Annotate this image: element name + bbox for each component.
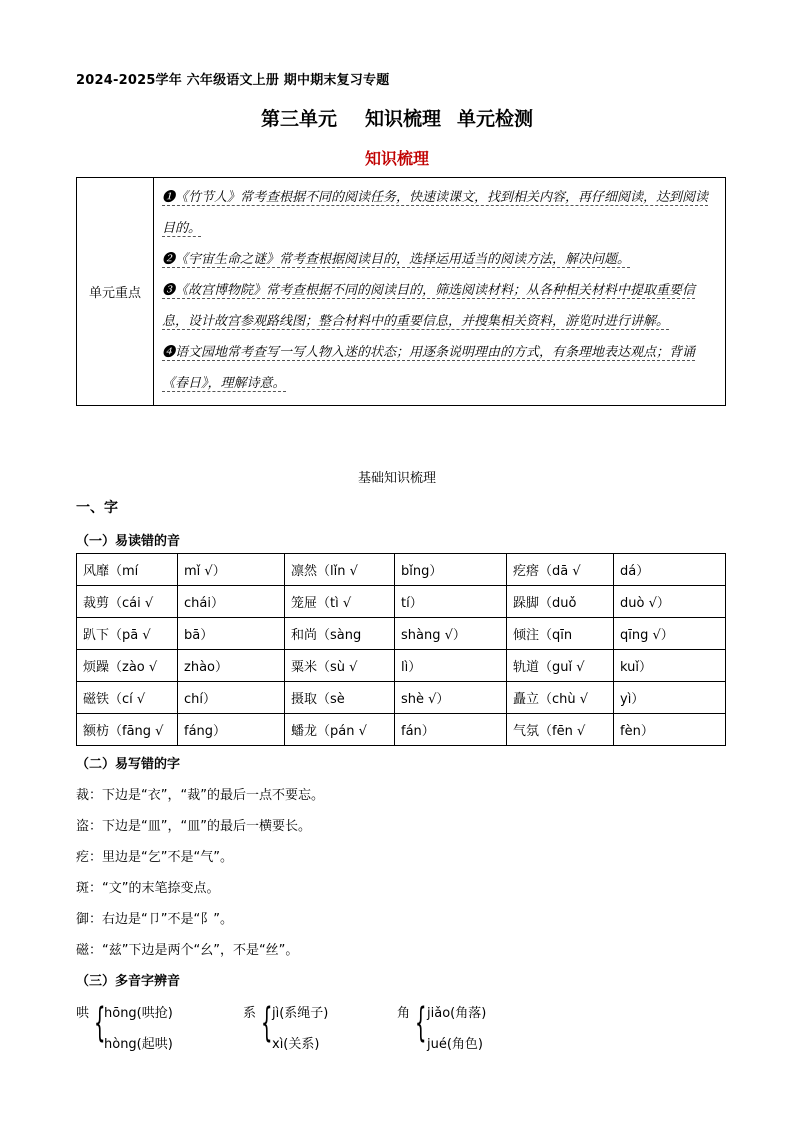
polyphone-char: 哄: [76, 1006, 90, 1021]
subheading-pronunciation: （一）易读错的音: [76, 534, 181, 549]
table-cell: bā）: [178, 618, 285, 650]
table-cell: chái）: [178, 586, 285, 618]
table-cell: 蟠龙（pán √: [285, 714, 395, 746]
table-cell: 笼屉（tì √: [285, 586, 395, 618]
table-row: [77, 682, 726, 714]
table-cell: 额枋（fāng √: [77, 714, 178, 746]
writing-note: 磁：“兹”下边是两个“幺”，不是“丝”。: [76, 943, 299, 958]
table-cell: dá）: [614, 554, 726, 586]
table-cell: zhào）: [178, 650, 285, 682]
table-cell: lì）: [395, 650, 507, 682]
table-cell: shè √）: [395, 682, 507, 714]
table-cell: 气氛（fēn √: [507, 714, 614, 746]
title-part3: 单元检测: [457, 108, 534, 130]
writing-note: 裁：下边是“衣”，“裁”的最后一点不要忘。: [76, 788, 324, 803]
polyphone-reading: jì(系绳子): [272, 1006, 329, 1021]
table-cell: mǐ √）: [178, 554, 285, 586]
table-cell: 倾注（qīn: [507, 618, 614, 650]
table-cell: 摄取（sè: [285, 682, 395, 714]
table-cell: 风靡（mí: [77, 554, 178, 586]
writing-note: 御：右边是“卩”不是“阝”。: [76, 912, 233, 927]
focus-item: ❶《竹节人》常考查根据不同的阅读任务，快速读课文，找到相关内容，再仔细阅读，达到阅读目的。: [162, 190, 709, 236]
pinyin-table: [76, 553, 726, 746]
section-subtitle: 知识梳理: [364, 149, 429, 168]
focus-item: ❷《宇宙生命之谜》常考查根据阅读目的，选择运用适当的阅读方法，解决问题。: [162, 252, 631, 267]
table-cell: 疙瘩（dā √: [507, 554, 614, 586]
table-row: [77, 586, 726, 618]
table-cell: 粟米（sù √: [285, 650, 395, 682]
table-cell: 烦躁（zào √: [77, 650, 178, 682]
polyphone-reading: jué(角色): [427, 1037, 483, 1052]
table-cell: bǐng）: [395, 554, 507, 586]
writing-note: 疙：里边是“乞”不是“气”。: [76, 850, 233, 865]
polyphone-reading: hòng(起哄): [104, 1037, 173, 1052]
table-cell: 裁剪（cái √: [77, 586, 178, 618]
polyphone-reading: jiǎo(角落): [427, 1006, 487, 1021]
polyphone-reading: hōng(哄抢): [104, 1006, 173, 1021]
table-cell: 跺脚（duǒ: [507, 586, 614, 618]
table-cell: duò √）: [614, 586, 726, 618]
table-cell: kuǐ）: [614, 650, 726, 682]
polyphone-char: 角: [397, 1006, 411, 1021]
table-row: [77, 714, 726, 746]
title-part1: 第三单元: [260, 108, 337, 130]
table-cell: fán）: [395, 714, 507, 746]
brace-icon: {: [94, 1000, 106, 1046]
table-row: [77, 650, 726, 682]
table-cell: 矗立（chù √: [507, 682, 614, 714]
unit-focus-table: [76, 177, 726, 406]
table-cell: tí）: [395, 586, 507, 618]
table-cell: fèn）: [614, 714, 726, 746]
unit-focus-label: 单元重点: [77, 178, 154, 406]
section-heading: 基础知识梳理: [357, 471, 436, 486]
table-row: [77, 618, 726, 650]
subheading-writing: （二）易写错的字: [76, 757, 181, 772]
polyphone-reading: xì(关系): [272, 1037, 320, 1052]
table-cell: qīng √）: [614, 618, 726, 650]
table-cell: shàng √）: [395, 618, 507, 650]
table-cell: yì）: [614, 682, 726, 714]
table-row: [77, 554, 726, 586]
polyphone-char: 系: [243, 1006, 257, 1021]
table-cell: 趴下（pā √: [77, 618, 178, 650]
brace-icon: {: [415, 1000, 427, 1046]
page-title: [0, 104, 794, 131]
header-line: 2024-2025学年 六年级语文上册 期中期末复习专题: [76, 73, 390, 88]
table-cell: 磁铁（cí √: [77, 682, 178, 714]
table-cell: 凛然（lǐn √: [285, 554, 395, 586]
table-cell: 轨道（guǐ √: [507, 650, 614, 682]
writing-note: 斑：“文”的末笔捺变点。: [76, 881, 220, 896]
table-cell: fáng）: [178, 714, 285, 746]
unit-focus-content: [154, 178, 726, 406]
subheading-polyphone: （三）多音字辨音: [76, 974, 181, 989]
writing-note: 盗：下边是“皿”，“皿”的最后一横要长。: [76, 819, 311, 834]
focus-item: ❸《故宫博物院》常考查根据不同的阅读目的，筛选阅读材料；从各种相关材料中提取重要信息，设计故宫参观路线图；整合材料中的重要信息，并搜集相关资料，游览时进行讲解。: [162, 283, 696, 329]
heading-characters: 一、字: [76, 500, 118, 516]
table-cell: chí）: [178, 682, 285, 714]
table-cell: 和尚（sàng: [285, 618, 395, 650]
brace-icon: {: [261, 1000, 273, 1046]
focus-item: ❹语文园地常考查写一写人物入迷的状态；用逐条说明理由的方式，有条理地表达观点；背诵《春日》，理解诗意。: [162, 345, 696, 391]
title-part2: 知识梳理: [364, 108, 441, 130]
